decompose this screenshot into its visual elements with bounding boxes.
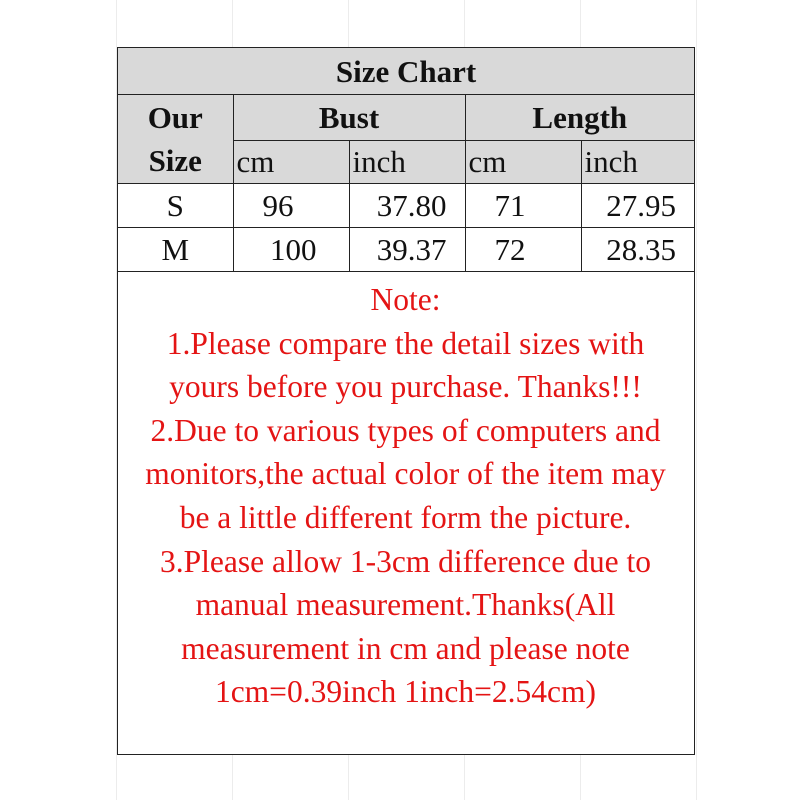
- bust-cm-value: 100: [233, 228, 349, 272]
- our-size-line2: Size: [148, 143, 202, 178]
- size-label: M: [118, 228, 233, 272]
- length-cm-value: 71: [465, 184, 581, 228]
- note-line: manual measurement.Thanks(All: [195, 587, 616, 623]
- table-row: [118, 184, 694, 228]
- length-inch-value: 28.35: [581, 228, 694, 272]
- note-line: 1.Please compare the detail sizes with: [166, 325, 645, 361]
- note-line: monitors,the actual color of the item may: [145, 456, 666, 492]
- note-line: 3.Please allow 1-3cm difference due to: [160, 543, 651, 579]
- bust-cm-value: 96: [233, 184, 349, 228]
- bust-inch-value: 37.80: [349, 184, 465, 228]
- length-inch-unit: inch: [581, 140, 694, 184]
- grid-line: [696, 0, 697, 800]
- length-inch-value: 27.95: [581, 184, 694, 228]
- bust-header: Bust: [233, 95, 465, 141]
- bust-inch-value: 39.37: [349, 228, 465, 272]
- note-line: be a little different form the picture.: [179, 499, 632, 535]
- size-label: S: [118, 184, 233, 228]
- note-line: 2.Due to various types of computers and: [150, 412, 661, 448]
- bust-cm-unit: cm: [233, 140, 349, 184]
- size-table: [118, 48, 694, 272]
- size-chart: [117, 47, 695, 755]
- note-line: measurement in cm and please note: [181, 630, 630, 666]
- header-row-groups: [118, 95, 694, 141]
- note-heading: Note:: [370, 282, 441, 317]
- length-cm-value: 72: [465, 228, 581, 272]
- note-line: 1cm=0.39inch 1inch=2.54cm): [214, 674, 597, 710]
- bust-inch-unit: inch: [349, 140, 465, 184]
- title-row: [118, 48, 694, 95]
- length-cm-unit: cm: [465, 140, 581, 184]
- note-line: yours before you purchase. Thanks!!!: [169, 369, 642, 405]
- our-size-line1: Our: [147, 100, 203, 135]
- notes-block: [118, 273, 693, 714]
- table-row: [118, 228, 694, 272]
- our-size-header: [118, 95, 233, 184]
- size-chart-title: Size Chart: [118, 48, 694, 95]
- length-header: Length: [465, 95, 694, 141]
